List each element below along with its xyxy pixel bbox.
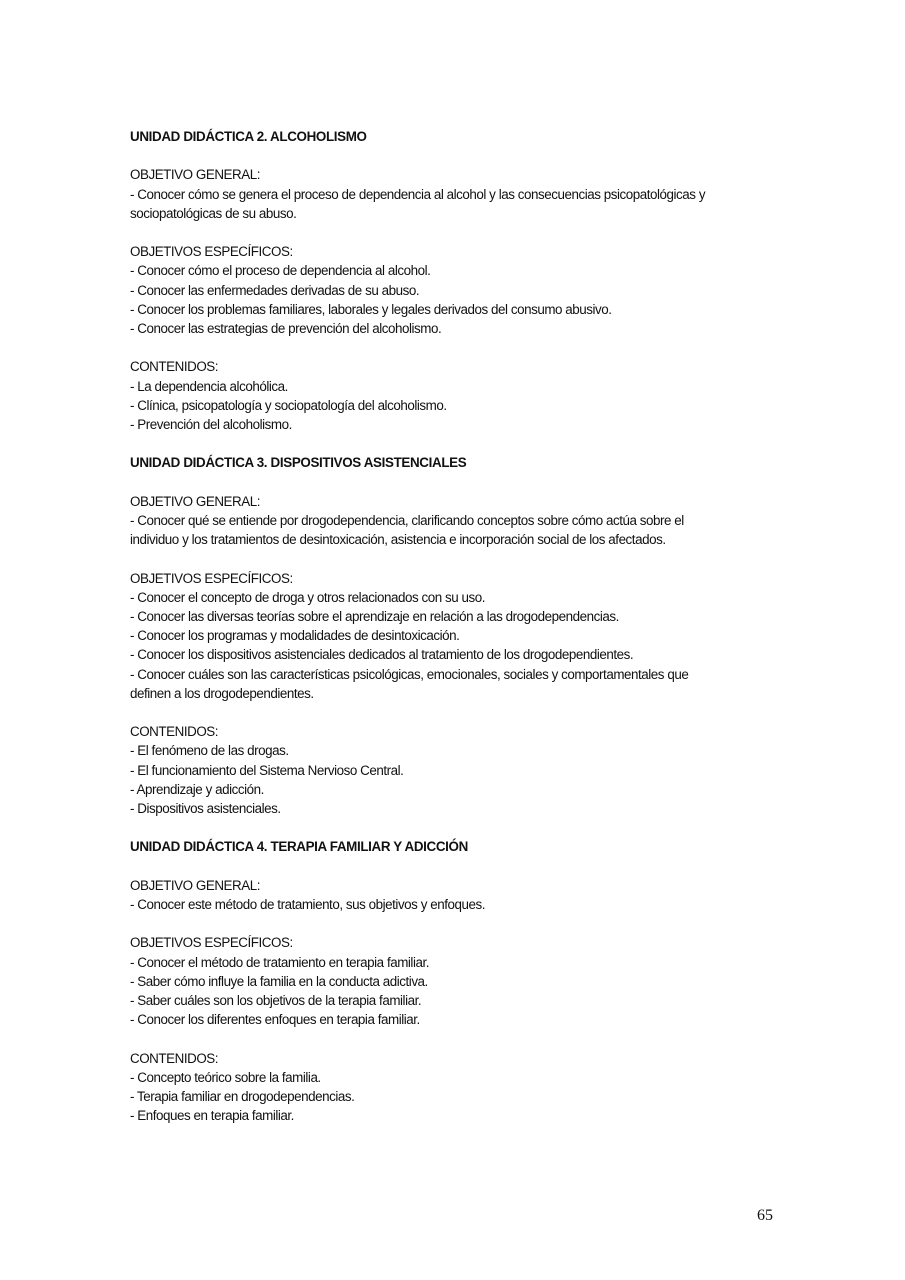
list-item: - Concepto teórico sobre la familia. [130, 1069, 321, 1085]
text-line: - Conocer cómo se genera el proceso de dependencia al alcohol y las consecuencias psicopatológicas y [130, 186, 706, 202]
list-item: - Conocer cómo el proceso de dependencia al alcohol. [130, 263, 431, 279]
general-objective-section [130, 492, 770, 550]
document-body [130, 127, 770, 1125]
general-objective-section [130, 165, 770, 223]
list-item: - Saber cuáles son los objetivos de la terapia familiar. [130, 992, 422, 1008]
contents-section [130, 722, 770, 818]
list-item: - Conocer los problemas familiares, laborales y legales derivados del consumo abusivo. [130, 301, 612, 317]
contents-section [130, 357, 770, 434]
section-label: OBJETIVOS ESPECÍFICOS: [130, 935, 293, 951]
list-item: - La dependencia alcohólica. [130, 378, 288, 394]
section-label: OBJETIVO GENERAL: [130, 493, 261, 509]
list-item: - Conocer las diversas teorías sobre el aprendizaje en relación a las drogodependencias. [130, 608, 619, 624]
unit-title: UNIDAD DIDÁCTICA 4. TERAPIA FAMILIAR Y ADICCIÓN [130, 839, 468, 855]
section-label: CONTENIDOS: [130, 724, 219, 740]
list-item: - Conocer los programas y modalidades de desintoxicación. [130, 628, 460, 644]
section-label: OBJETIVOS ESPECÍFICOS: [130, 570, 293, 586]
section-label: CONTENIDOS: [130, 359, 219, 375]
list-item: definen a los drogodependientes. [130, 685, 314, 701]
list-item: - El funcionamiento del Sistema Nervioso Central. [130, 762, 404, 778]
text-line: - Conocer este método de tratamiento, sus objetivos y enfoques. [130, 896, 485, 912]
list-item: - Conocer los dispositivos asistenciales dedicados al tratamiento de los drogodependientes. [130, 647, 634, 663]
specific-objectives-section [130, 933, 770, 1029]
unit-2 [130, 127, 770, 434]
list-item: - Saber cómo influye la familia en la conducta adictiva. [130, 973, 428, 989]
list-item: - Aprendizaje y adicción. [130, 781, 264, 797]
list-item: - El fenómeno de las drogas. [130, 743, 289, 759]
unit-4 [130, 837, 770, 1125]
list-item: - Conocer las estrategias de prevención del alcoholismo. [130, 321, 442, 336]
specific-objectives-section [130, 242, 770, 338]
unit-title: UNIDAD DIDÁCTICA 3. DISPOSITIVOS ASISTENCIALES [130, 455, 467, 471]
specific-objectives-section [130, 569, 770, 703]
list-item: - Enfoques en terapia familiar. [130, 1108, 294, 1124]
list-item: - Conocer las enfermedades derivadas de su abuso. [130, 282, 420, 298]
page-number: 65 [757, 1207, 773, 1224]
list-item: - Prevención del alcoholismo. [130, 417, 292, 432]
list-item: - Conocer el concepto de droga y otros relacionados con su uso. [130, 589, 485, 605]
text-line: sociopatológicas de su abuso. [130, 205, 297, 221]
list-item: - Terapia familiar en drogodependencias. [130, 1088, 355, 1104]
list-item: - Conocer los diferentes enfoques en terapia familiar. [130, 1012, 420, 1028]
section-label: CONTENIDOS: [130, 1050, 219, 1066]
general-objective-section [130, 876, 770, 914]
list-item: - Clínica, psicopatología y sociopatología del alcoholismo. [130, 397, 447, 413]
list-item: - Conocer cuáles son las características psicológicas, emocionales, sociales y comportamentales que [130, 666, 689, 682]
unit-3 [130, 453, 770, 818]
text-line: - Conocer qué se entiende por drogodependencia, clarificando conceptos sobre cómo actúa sobre el [130, 512, 684, 528]
unit-title: UNIDAD DIDÁCTICA 2. ALCOHOLISMO [130, 129, 367, 144]
list-item: - Conocer el método de tratamiento en terapia familiar. [130, 954, 430, 970]
text-line: individuo y los tratamientos de desintoxicación, asistencia e incorporación social de los afectados. [130, 532, 666, 548]
contents-section [130, 1049, 770, 1126]
section-label: OBJETIVO GENERAL: [130, 877, 261, 893]
section-label: OBJETIVO GENERAL: [130, 167, 261, 183]
list-item: - Dispositivos asistenciales. [130, 801, 281, 816]
section-label: OBJETIVOS ESPECÍFICOS: [130, 244, 293, 260]
